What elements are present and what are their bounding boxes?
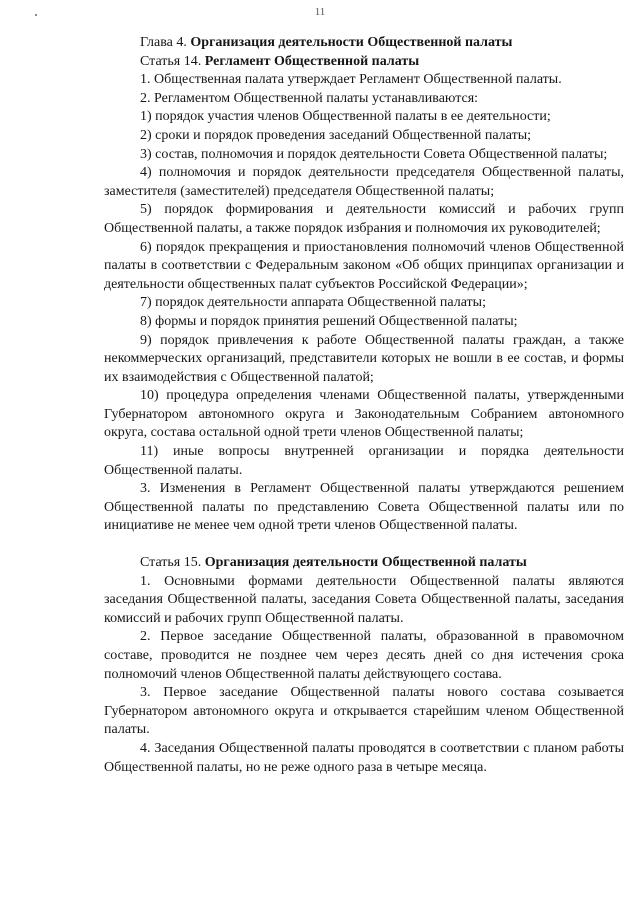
document-body — [104, 34, 624, 777]
article-14-paragraph: 3) состав, полномочия и порядок деятельности Совета Общественной палаты; — [140, 146, 608, 162]
chapter-heading — [104, 34, 624, 53]
article-14-heading — [104, 53, 624, 72]
page-number: 11 — [314, 6, 326, 18]
article-14-paragraph: 5) порядок формирования и деятельности комиссий и рабочих групп Общественной палаты, а также порядок избрания и полномочия их руководителей; — [104, 202, 624, 236]
article-14-paragraph: 2. Регламентом Общественной палаты устанавливаются: — [140, 90, 479, 106]
chapter-prefix: Глава 4. — [140, 35, 187, 50]
article-15-prefix: Статья 15. — [140, 555, 202, 571]
article-14-paragraph: 2) сроки и порядок проведения заседаний Общественной палаты; — [140, 127, 532, 143]
article-14-paragraph: 7) порядок деятельности аппарата Общественной палаты; — [140, 295, 486, 311]
article-14-paragraph: 4) полномочия и порядок деятельности председателя Общественной палаты, заместителя (заместителей) председателя Общественной палаты; — [104, 165, 624, 199]
article-14-paragraph: 9) порядок привлечения к работе Общественной палаты граждан, а также некоммерческих организаций, представители которых не вошли в ее состав, и формы их взаимодействия с Общественной палатой; — [104, 332, 624, 385]
article-15-title: Организация деятельности Общественной палаты — [204, 555, 527, 571]
scan-speck — [35, 14, 37, 16]
article-14-paragraph: 3. Изменения в Регламент Общественной палаты утверждаются решением Общественной палаты по представлению Совета Общественной палаты или по инициативе не менее чем одной трети членов Общественной палаты. — [104, 481, 624, 534]
article-14-prefix: Статья 14. — [140, 53, 202, 69]
article-14-paragraph: 11) иные вопросы внутренней организации и порядка деятельности Общественной палаты. — [104, 444, 624, 478]
article-14-title: Регламент Общественной палаты — [204, 53, 420, 69]
article-14-paragraph: 10) процедура определения членами Общественной палаты, утвержденными Губернатором автономного округа и Законодательным Собранием автономного округа, состава остальной одной трети членов Общественной палаты; — [104, 388, 624, 441]
article-14-paragraph: 1) порядок участия членов Общественной палаты в ее деятельности; — [140, 109, 551, 125]
article-15-heading — [104, 554, 624, 573]
article-14-paragraph: 6) порядок прекращения и приостановления полномочий членов Общественной палаты в соответствии с Федеральным законом «Об общих принципах организации и деятельности общественных палат субъектов Российской Федерации»; — [104, 239, 624, 292]
article-15-paragraph: 3. Первое заседание Общественной палаты нового состава созывается Губернатором автономного округа и открывается старейшим членом Общественной палаты. — [104, 685, 624, 738]
article-14-paragraph: 8) формы и порядок принятия решений Общественной палаты; — [140, 313, 518, 329]
chapter-title: Организация деятельности Общественной палаты — [190, 35, 513, 50]
article-15-paragraph: 1. Основными формами деятельности Общественной палаты являются заседания Общественной палаты, заседания Совета Общественной палаты, заседания комиссий и рабочих групп Общественной палаты. — [104, 573, 624, 626]
article-15-paragraph: 4. Заседания Общественной палаты проводятся в соответствии с планом работы Общественной палаты, но не реже одного раза в четыре месяца. — [104, 740, 624, 775]
article-15-paragraph: 2. Первое заседание Общественной палаты, образованной в правомочном составе, проводится не позднее чем через десять дней со дня истечения срока полномочий членов Общественной палаты действующего состава. — [104, 629, 624, 682]
article-14-paragraph: 1. Общественная палата утверждает Регламент Общественной палаты. — [140, 72, 562, 88]
